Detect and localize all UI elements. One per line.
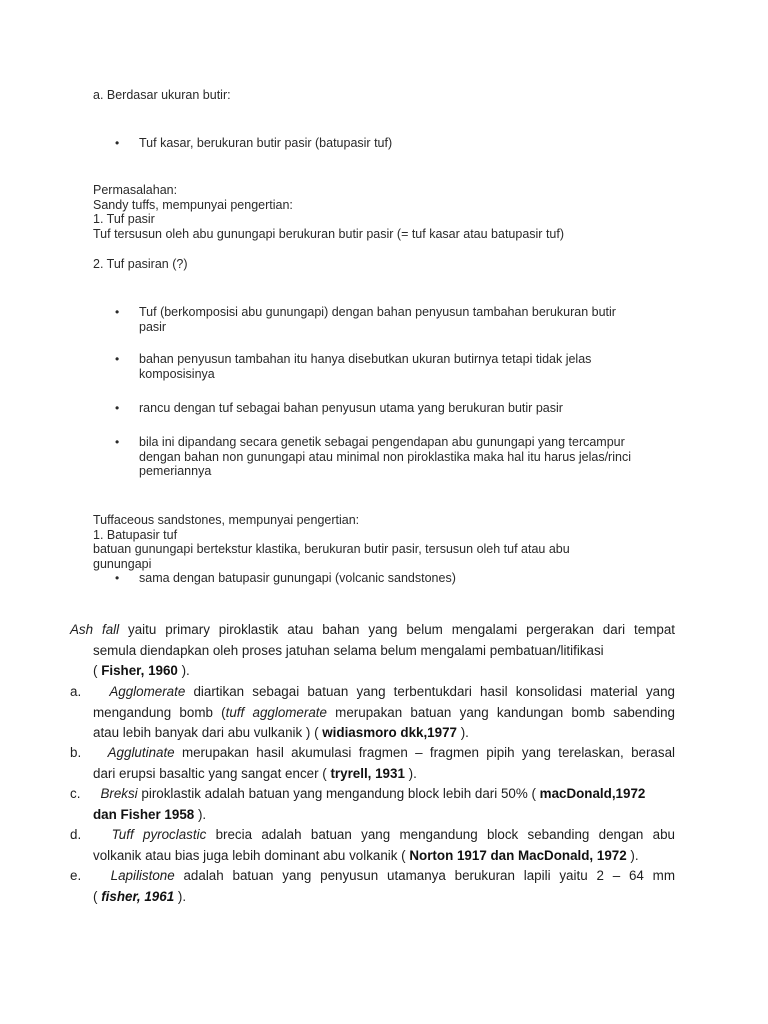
tuff-pyroclastic-paragraph	[93, 825, 675, 866]
text: mengandung bomb (	[93, 704, 226, 720]
citation: macDonald,1972	[539, 786, 646, 801]
text: ).	[194, 806, 207, 822]
item-tuf-pasir-desc: Tuf tersusun oleh abu gunungapi berukuran butir pasir (= tuf kasar atau batupasir tuf)	[93, 227, 565, 241]
text: semula diendapkan oleh proses jatuhan selama belum mengalami pembatuan/litifikasi	[93, 642, 604, 658]
text: ).	[626, 847, 639, 863]
text: ).	[174, 888, 187, 904]
tuffaceous-label: Tuffaceous sandstones, mempunyai pengertian:	[93, 513, 360, 527]
item-tuf-pasir: 1. Tuf pasir	[93, 212, 155, 226]
citation: dan Fisher 1958	[93, 806, 195, 822]
text: ).	[177, 663, 190, 678]
item-batupasir-tuf: 1. Batupasir tuf	[93, 527, 178, 542]
text: brecia adalah batuan yang mengandung block sebanding dengan abu	[206, 827, 675, 842]
text: diartikan sebagai batuan yang terbentukdari hasil konsolidasi material yang	[185, 684, 675, 699]
item-label-d: d.	[70, 827, 82, 842]
agglomerate-paragraph	[93, 682, 675, 744]
citation: tryrell, 1931	[330, 765, 405, 781]
ash-fall-paragraph	[70, 620, 675, 682]
bullet-icon: •	[115, 352, 120, 366]
bullet-text: pemeriannya	[139, 464, 212, 479]
bullet-text: dengan bahan non gunungapi atau minimal non piroklastika maka hal itu harus jelas/rinci	[139, 449, 631, 464]
text: ).	[404, 765, 417, 781]
text: (	[93, 663, 102, 678]
bullet-icon: •	[115, 401, 120, 415]
permasalahan-label: Permasalahan:	[93, 183, 178, 197]
batupasir-desc-1: batuan gunungapi bertekstur klastika, berukuran butir pasir, tersusun oleh tuf atau abu	[93, 542, 570, 556]
term: Agglomerate	[109, 684, 186, 699]
bullet-text: komposisinya	[139, 366, 215, 381]
bullet-text: sama dengan batupasir gunungapi (volcanic sandstones)	[139, 571, 456, 585]
text: piroklastik adalah batuan yang mengandung block lebih dari 50% (	[137, 786, 540, 801]
list-item	[115, 352, 679, 381]
citation: widiasmoro dkk,1977	[322, 725, 457, 740]
bullet-text: pasir	[139, 319, 167, 334]
text: atau lebih banyak dari abu vulkanik ) (	[93, 725, 323, 740]
citation: Norton 1917 dan MacDonald, 1972	[409, 847, 627, 863]
term: Ash fall	[70, 622, 120, 637]
text: volkanik atau bias juga lebih dominant abu volkanik (	[93, 847, 410, 863]
item-label-b: b.	[70, 745, 82, 760]
term: Lapilistone	[110, 868, 175, 883]
bullet-text: Tuf kasar, berukuran butir pasir (batupasir tuf)	[139, 136, 393, 150]
lapilistone-paragraph	[93, 866, 675, 907]
list-item	[115, 305, 679, 334]
item-label-e: e.	[70, 868, 82, 883]
term: tuff agglomerate	[225, 704, 327, 720]
bullet-icon: •	[115, 571, 120, 585]
bullet-text: rancu dengan tuf sebagai bahan penyusun utama yang berukuran butir pasir	[139, 401, 563, 415]
term: Agglutinate	[107, 745, 175, 760]
citation: Fisher, 1960	[101, 663, 178, 678]
item-label-a: a.	[70, 684, 82, 699]
text: merupakan hasil akumulasi fragmen – fragmen pipih yang terelaskan, berasal	[174, 745, 675, 760]
section-a-heading: a. Berdasar ukuran butir:	[93, 88, 231, 102]
list-item	[115, 401, 679, 416]
bullet-text: bahan penyusun tambahan itu hanya disebutkan ukuran butirnya tetapi tidak jelas	[139, 352, 592, 366]
list-item	[115, 571, 679, 586]
item-tuf-pasiran: 2. Tuf pasiran (?)	[93, 257, 188, 271]
bullet-icon: •	[115, 305, 120, 319]
bullet-icon: •	[115, 435, 120, 449]
text: ).	[456, 725, 469, 740]
agglutinate-paragraph	[93, 743, 675, 784]
bullet-text: Tuf (berkomposisi abu gunungapi) dengan bahan penyusun tambahan berukuran butir	[139, 305, 616, 319]
text: adalah batuan yang penyusun utamanya berukuran lapili yaitu 2 – 64 mm	[174, 868, 675, 883]
text: dari erupsi basaltic yang sangat encer (	[93, 765, 331, 781]
term: Breksi	[100, 786, 138, 801]
term: Tuff pyroclastic	[111, 827, 207, 842]
list-item	[115, 136, 679, 151]
breksi-paragraph	[93, 784, 675, 825]
item-label-c: c.	[70, 786, 81, 801]
bullet-icon: •	[115, 136, 120, 150]
batupasir-desc-2: gunungapi	[93, 556, 152, 571]
text: (	[93, 888, 102, 904]
text: merupakan batuan yang kandungan bomb sabending	[326, 704, 675, 720]
citation: fisher, 1961	[101, 888, 175, 904]
text: yaitu primary piroklastik atau bahan yang belum mengalami pergerakan dari tempat	[119, 622, 675, 637]
list-item	[115, 435, 679, 479]
bullet-text: bila ini dipandang secara genetik sebagai pengendapan abu gunungapi yang tercampur	[139, 435, 625, 449]
sandy-tuffs-line: Sandy tuffs, mempunyai pengertian:	[93, 197, 293, 212]
